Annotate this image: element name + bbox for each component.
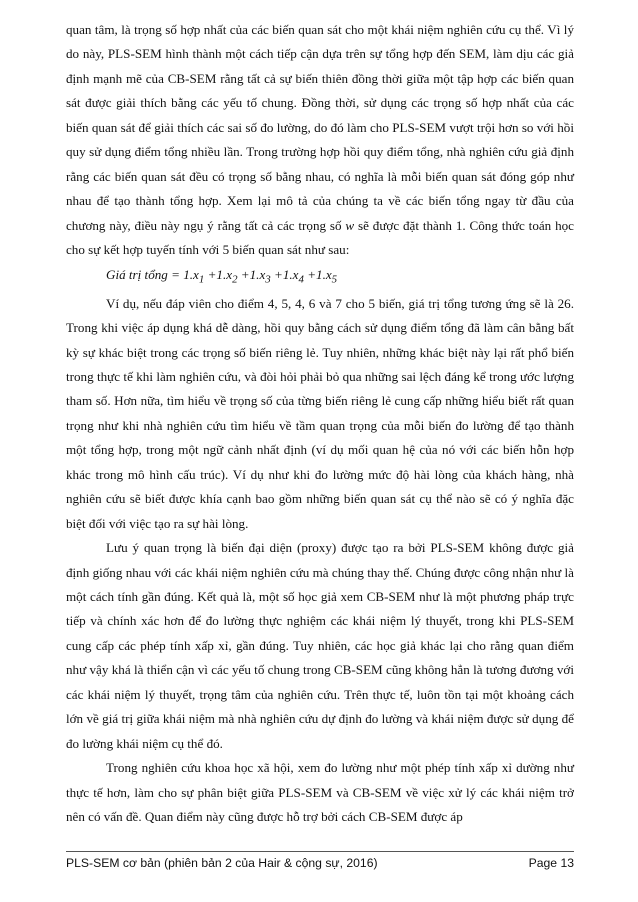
page-footer [66,851,574,870]
page-number: Page 13 [528,856,574,870]
paragraph-1 [66,18,574,263]
document-body [66,18,574,830]
sum-score-formula: Giá trị tổng = $1.x_1 +1.x_2 +1.x_3 +1.x_4 +1.x_5$ [106,266,338,286]
paragraph-4: Trong nghiên cứu khoa học xã hội, xem đo lường như một phép tính xấp xỉ dường như thực tế hơn, làm cho sự phân biệt giữa PLS-SEM và CB-SEM về việc xử lý các khái niệm trở nên có vấn đề. Quan điểm này cũng được hỗ trợ bởi cách CB-SEM được áp [66,760,574,825]
paragraph-1-part-1: quan tâm, là trọng số hợp nhất của các biến quan sát cho một khái niệm nghiên cứu cụ thể. Vì lý do này, PLS-SEM hình thành một cách tiếp cận dựa trên sự tổng hợp đến SEM, làm dịu các giả định mạnh mẽ của CB-SEM rằng tất cả sự biến thiên đồng thời giữa một tập hợp các biến quan sát được giải thích bằng các yếu tố chung. Đồng thời, sử dụng các trọng số hợp nhất của các biến quan sát để giải thích các sai số đo lường, do đó làm cho PLS-SEM vượt trội hơn so với hồi quy sử dụng điểm tổng nhiều lần. Trong trường hợp hồi quy điểm tổng, nhà nghiên cứu giả định rằng các biến quan sát đều có trọng số bằng nhau, có nghĩa là mỗi biến quan sát đóng góp như nhau để tạo thành tổng hợp. Xem lại mô tả của chúng ta về các biến tổng ngay từ đầu của chương này, điều này ngụ ý rằng tất cả các trọng số w sẽ được đặt thành 1. Công thức toán học cho sự kết hợp tuyến tính với 5 biến quan sát như sau: [66,22,574,258]
paragraph-2: Ví dụ, nếu đáp viên cho điểm 4, 5, 4, 6 và 7 cho 5 biến, giá trị tổng tương ứng sẽ là 26. Trong khi việc áp dụng khá dễ dàng, hồi quy bằng cách sử dụng điểm tổng đã làm cân bằng bất kỳ sự khác biệt trong các trọng số biến riêng lẻ. Tuy nhiên, những khác biệt này lại rất phổ biến trong thực tế khi làm nghiên cứu, và đòi hỏi phải bỏ qua những sai lệch đáng kể trong ước lượng tham số. Hơn nữa, tìm hiểu về trọng số của từng biến riêng lẻ cung cấp những hiểu biết rất quan trọng như khi nhà nghiên cứu tìm hiểu về tầm quan trọng của mỗi biến đo lường để tạo thành một tổng hợp, trong một ngữ cảnh nhất định (ví dụ mối quan hệ của nó với các biến hỗn hợp khác trong mô hình cấu trúc). Ví dụ như khi đo lường mức độ hài lòng của khách hàng, nhà nghiên cứu sẽ biết được khía cạnh bao gồm những biến quan sát cụ thể nào sẽ có ý nghĩa đặc biệt đối với việc tạo ra sự hài lòng. [66,295,574,531]
footer-title: PLS-SEM cơ bản (phiên bản 2 của Hair & cộng sự, 2016) [66,856,378,870]
paragraph-3: Lưu ý quan trọng là biến đại diện (proxy) được tạo ra bởi PLS-SEM không được giả định giống nhau với các khái niệm nghiên cứu mà chúng thay thế. Chúng được công nhận như là một cách tính gần đúng. Kết quả là, một số học giả xem CB-SEM như là một phương pháp trực tiếp và chính xác hơn để đo lường thực nghiệm các khái niệm lý thuyết, trong khi PLS-SEM cung cấp các phép tính xấp xỉ, gần đúng. Tuy nhiên, các học giả khác lại cho rằng quan điểm như vậy khá là thiển cận vì các yếu tố chung trong CB-SEM cũng không hẳn là tương đương với các khái niệm lý thuyết, trọng tâm của nghiên cứu. Trên thực tế, luôn tồn tại một khoảng cách lớn về giá trị giữa khái niệm mà nhà nghiên cứu dự định đo lường và khái niệm được sử dụng để đo lường khái niệm cụ thể đó. [66,540,574,751]
